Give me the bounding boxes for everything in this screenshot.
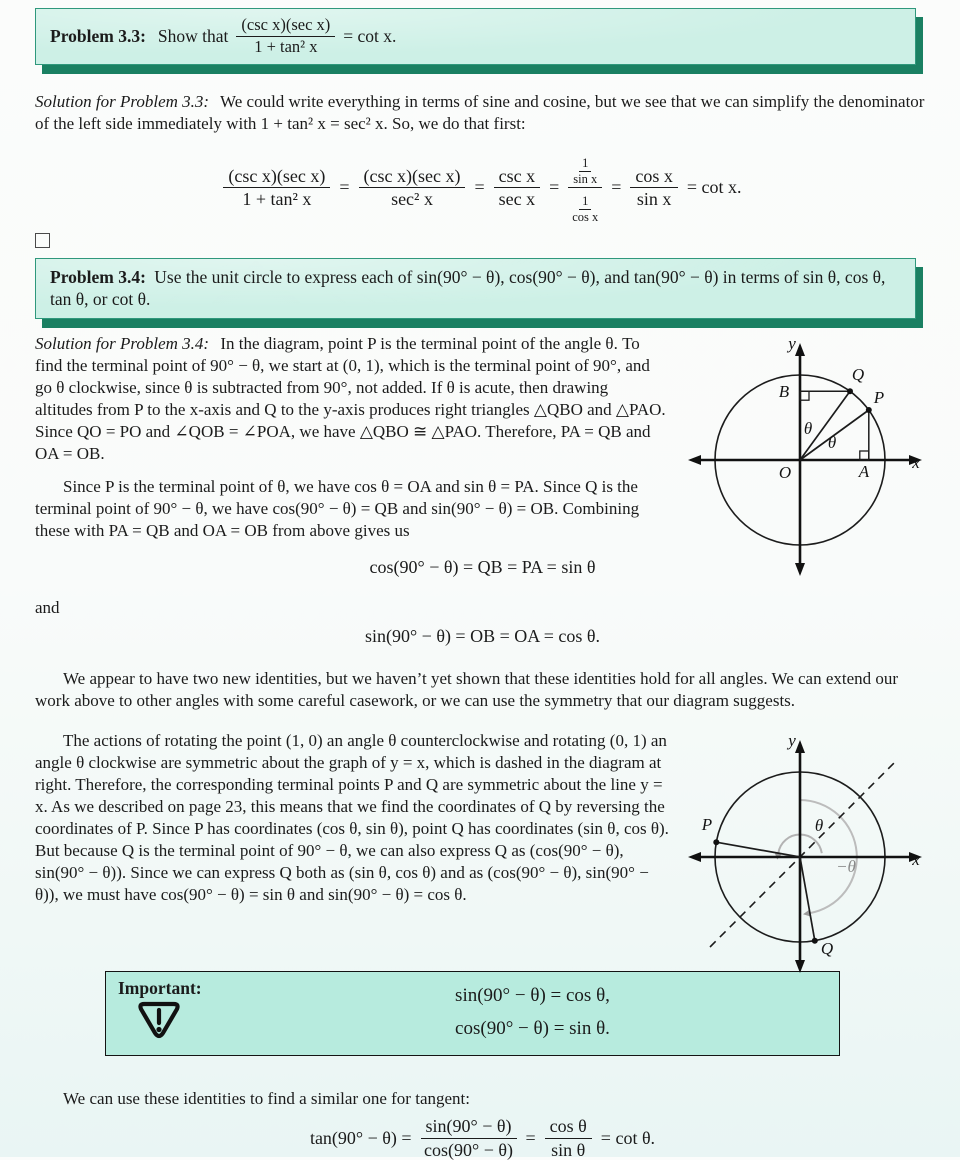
important-callout-box — [105, 971, 840, 1056]
y-axis-up-arrow — [795, 740, 805, 753]
since-p-paragraph: Since P is the terminal point of θ, we have cos θ = OA and sin θ = PA. Since Q is the terminal point of 90° − θ, we have cos(90° − θ) = QB and sin(90° − θ) = OB. Combining these with PA = QB and OA = OB from above gives us — [35, 477, 640, 541]
fraction-denominator: sec x — [498, 189, 536, 210]
problem-3-4-label: Problem 3.4: — [50, 266, 146, 287]
segment-OP — [716, 842, 800, 857]
problem-box-3-4 — [35, 258, 916, 319]
line-y-equals-x-dashed — [710, 762, 895, 947]
point-P-dot — [866, 407, 872, 413]
solution-3-3-body: We could write everything in terms of sine and cosine, but we see that we can simplify the denominator of the left side immediately with 1 + tan² x = sec² x. So, we do that first: — [35, 91, 925, 133]
important-equations — [238, 978, 827, 1047]
tangent-equation — [35, 1116, 930, 1160]
fraction-numerator: csc x — [494, 166, 540, 189]
fraction-denominator: sin x — [636, 189, 672, 210]
equation-lhs: tan(90° − θ) = — [309, 1127, 412, 1148]
solution-3-4-section — [35, 333, 930, 548]
unit-circle-diagram-2 — [680, 730, 930, 975]
fraction-denominator: cos x — [572, 210, 599, 225]
fraction — [630, 166, 678, 210]
equation-cos-identity: cos(90° − θ) = QB = PA = sin θ — [369, 556, 596, 577]
problem-3-4-body: Use the unit circle to express each of sin(90° − θ), cos(90° − θ), and tan(90° − θ) in terms of sin θ, cos θ, tan θ, or cot θ. — [50, 266, 886, 310]
equation-sin-identity: sin(90° − θ) = OB = OA = cos θ. — [364, 626, 601, 647]
y-axis-down-arrow — [795, 563, 805, 576]
fraction-numerator: cos x — [630, 166, 678, 189]
x-axis-left-arrow — [688, 852, 701, 862]
right-angle-mark-A — [860, 451, 869, 460]
important-left-column — [118, 978, 238, 1047]
point-P-dot — [713, 839, 719, 845]
important-equation-1: sin(90° − θ) = cos θ, — [455, 985, 610, 1007]
fraction — [494, 166, 540, 210]
fraction-denominator: sec² x — [391, 189, 433, 210]
equals-sign: = — [474, 177, 485, 198]
fraction — [572, 195, 598, 225]
label-point-P: P — [701, 815, 713, 835]
fraction-numerator: sin(90° − θ) — [421, 1116, 517, 1139]
two-new-identities-paragraph: We appear to have two new identities, but we haven’t yet shown that these identities hold for all angles. We can extend our work above to other angles with some careful casework, or we can use the symmetry that our diagram suggests. — [35, 669, 899, 711]
label-y-axis: y — [788, 333, 796, 353]
right-angle-mark-B — [800, 391, 809, 400]
fraction-denominator: cos(90° − θ) — [424, 1139, 514, 1160]
label-point-Q: Q — [851, 364, 865, 384]
solution-3-4-lead: Solution for Problem 3.4: — [35, 333, 210, 353]
fraction-numerator: 1 — [579, 195, 591, 210]
x-axis-left-arrow — [688, 455, 701, 465]
label-x-axis: x — [912, 850, 920, 870]
fraction-numerator: 1 — [579, 157, 591, 172]
equals-sign: = — [339, 177, 350, 198]
exclamation-triangle-icon — [136, 1000, 182, 1042]
fraction — [359, 166, 466, 210]
important-label: Important: — [118, 978, 202, 999]
equation-tail: = cot θ. — [600, 1127, 656, 1148]
equation-chain-3-3 — [35, 151, 930, 225]
fraction-numerator — [568, 151, 602, 189]
compound-fraction — [568, 151, 602, 225]
label-point-O: O — [778, 462, 792, 482]
label-theta: θ — [814, 816, 824, 836]
problem-box-3-3 — [35, 8, 916, 65]
equals-sign: = — [549, 177, 560, 198]
and-connector: and — [35, 598, 60, 618]
label-theta-2: θ — [827, 432, 837, 452]
fraction-denominator: 1 + tan² x — [242, 189, 312, 210]
exclamation-dot — [156, 1027, 161, 1032]
solution-3-3-paragraph — [35, 91, 930, 135]
label-point-Q: Q — [820, 939, 834, 959]
fraction-numerator: cos θ — [545, 1116, 592, 1139]
symmetry-text-column — [35, 730, 680, 905]
fraction-numerator: (csc x)(sec x) — [359, 166, 466, 189]
fraction — [236, 16, 335, 57]
fraction-numerator: (csc x)(sec x) — [236, 16, 335, 37]
equation-tail: = cot x. — [686, 177, 742, 198]
label-y-axis: y — [788, 731, 796, 751]
fraction-denominator: sin x — [573, 171, 598, 186]
fraction — [545, 1116, 592, 1160]
y-axis-up-arrow — [795, 343, 805, 356]
unit-circle-diagram-1 — [680, 333, 930, 578]
label-point-A: A — [858, 461, 870, 481]
point-Q-dot — [812, 938, 818, 944]
problem-3-3-label: Problem 3.3: — [50, 25, 146, 46]
fraction — [421, 1116, 517, 1160]
important-equation-2: cos(90° − θ) = sin θ. — [455, 1017, 610, 1039]
fraction-denominator: sin θ — [551, 1139, 586, 1160]
tangent-intro-paragraph: We can use these identities to find a similar one for tangent: — [63, 1089, 470, 1109]
fraction — [223, 166, 330, 210]
qed-box-icon — [35, 233, 50, 248]
problem-3-3-pre-text: Show that — [157, 25, 229, 46]
fraction-denominator — [572, 188, 598, 225]
label-x-axis: x — [912, 452, 920, 472]
equals-sign: = — [611, 177, 622, 198]
solution-3-3-lead: Solution for Problem 3.3: — [35, 91, 210, 111]
solution-3-4-paragraph — [35, 333, 670, 465]
problem-3-4-statement — [50, 266, 901, 311]
equals-sign: = — [525, 1127, 536, 1148]
label-theta-1: θ — [803, 418, 813, 438]
point-Q-dot — [847, 388, 853, 394]
symmetry-section — [35, 730, 930, 963]
label-point-B: B — [778, 381, 790, 401]
fraction-denominator: 1 + tan² x — [254, 36, 318, 56]
solution-3-4-body: In the diagram, point P is the terminal point of the angle θ. To find the terminal point of 90° − θ, we start at (0, 1), which is the terminal point of 90°, and go θ clockwise, since θ is subtracted from 90°, not added. If θ is acute, then drawing altitudes from P to the x-axis and Q to the y-axis produces right triangles △QBO and △PAO. Since QO = PO and ∠QOB = ∠POA, we have △QBO ≅ △PAO. Therefore, PA = QB and OA = OB. — [35, 333, 666, 463]
problem-3-3-statement — [50, 16, 901, 57]
label-neg-theta: −θ — [836, 857, 856, 877]
fraction — [573, 157, 597, 187]
rotation-actions-paragraph: The actions of rotating the point (1, 0) an angle θ counterclockwise and rotating (0, 1) an angle θ clockwise are symmetric about the graph of y = x, which is dashed in the diagram at right. Therefore, the corresponding terminal points P and Q are symmetric about the line y = x. As we described on page 23, this means that we find the coordinates of Q by reversing the coordinates of P. Since P has coordinates (cos θ, sin θ), point Q has coordinates (sin θ, cos θ). But because Q is the terminal point of 90° − θ, we can also express Q as (cos(90° − θ), sin(90° − θ)). Since we can express Q both as (sin θ, cos θ) and as (cos(90° − θ), sin(90° − θ)), we must have cos(90° − θ) = sin θ and sin(90° − θ) = cos θ. — [35, 731, 669, 904]
fraction-numerator: (csc x)(sec x) — [223, 166, 330, 189]
problem-3-3-post-text: = cot x. — [343, 25, 397, 46]
y-axis-down-arrow — [795, 960, 805, 973]
label-point-P: P — [873, 387, 885, 407]
segment-OQ — [800, 857, 815, 941]
solution-3-4-text-column — [35, 333, 680, 542]
